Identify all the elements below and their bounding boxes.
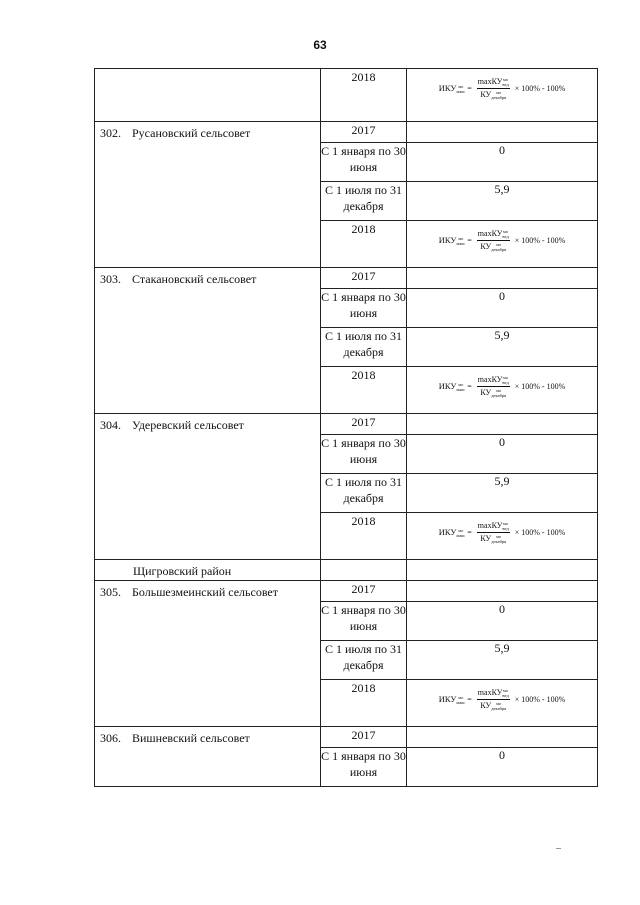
formula-fraction: maxКУ мо вед КУ мо декабря — [477, 688, 509, 712]
scan-mark — [556, 848, 561, 849]
settlement-cell — [95, 414, 321, 560]
value-cell: 0 — [407, 289, 598, 328]
period-cell: С 1 июля по 31 декабря — [321, 182, 407, 221]
formula-fraction: maxКУ мо вед КУ мо декабря — [477, 77, 509, 101]
year-cell: 2017 — [321, 268, 407, 289]
row-number: 303. — [100, 272, 121, 286]
row-number: 302. — [100, 126, 121, 140]
tariff-table — [94, 68, 598, 787]
settlement-name: Большезмеинский сельсовет — [132, 585, 278, 599]
value-cell — [407, 268, 598, 289]
value-cell: 5,9 — [407, 182, 598, 221]
table-row — [95, 581, 598, 602]
page-number: 63 — [313, 38, 327, 52]
value-cell: 0 — [407, 602, 598, 641]
value-cell: 5,9 — [407, 328, 598, 367]
period-cell: С 1 января по 30 июня — [321, 435, 407, 474]
formula-cell — [407, 513, 598, 560]
region-cell — [95, 560, 321, 581]
settlement-name: Удеревский сельсовет — [132, 418, 244, 432]
formula-lhs: ИКУ мо макс — [438, 235, 466, 247]
year-cell: 2017 — [321, 581, 407, 602]
formula-equals: = — [467, 528, 472, 538]
formula — [439, 229, 566, 252]
row-number: 304. — [100, 418, 121, 432]
year-cell: 2018 — [321, 221, 407, 268]
year-cell: 2017 — [321, 414, 407, 435]
region-name: Щигровский район — [133, 564, 232, 578]
row-number: 306. — [100, 731, 121, 745]
settlement-name: Русановский сельсовет — [132, 126, 251, 140]
value-cell — [407, 727, 598, 748]
value-cell: 0 — [407, 435, 598, 474]
period-cell: С 1 июля по 31 декабря — [321, 328, 407, 367]
year-cell: 2017 — [321, 727, 407, 748]
year-cell: 2018 — [321, 513, 407, 560]
year-cell: 2017 — [321, 122, 407, 143]
formula-tail: × 100% - 100% — [514, 695, 566, 705]
formula-fraction: maxКУ мо вед КУ мо декабря — [477, 375, 509, 399]
formula — [439, 688, 566, 711]
value-cell — [407, 122, 598, 143]
formula-fraction: maxКУ мо вед КУ мо декабря — [477, 521, 509, 545]
value-cell — [407, 414, 598, 435]
period-cell: С 1 июля по 31 декабря — [321, 641, 407, 680]
row-number: 305. — [100, 585, 121, 599]
period-cell: С 1 июля по 31 декабря — [321, 474, 407, 513]
settlement-cell — [95, 268, 321, 414]
formula-cell — [407, 680, 598, 727]
settlement-name: Стакановский сельсовет — [132, 272, 257, 286]
formula-cell — [407, 69, 598, 122]
formula-equals: = — [467, 695, 472, 705]
settlement-cell — [95, 581, 321, 727]
formula-lhs: ИКУ мо макс — [438, 694, 466, 706]
year-cell: 2018 — [321, 69, 407, 122]
table-row — [95, 268, 598, 289]
table-row — [95, 727, 598, 748]
settlement-name: Вишневский сельсовет — [132, 731, 250, 745]
formula-lhs: ИКУ мо макс — [438, 527, 466, 539]
year-cell: 2018 — [321, 367, 407, 414]
formula — [439, 375, 566, 398]
formula — [439, 77, 566, 100]
value-cell: 5,9 — [407, 641, 598, 680]
table-row — [95, 122, 598, 143]
value-cell — [407, 581, 598, 602]
table-row — [95, 414, 598, 435]
settlement-cell — [95, 727, 321, 787]
formula-tail: × 100% - 100% — [514, 528, 566, 538]
formula-lhs: ИКУ мо макс — [438, 83, 466, 95]
formula-equals: = — [467, 84, 472, 94]
value-cell: 0 — [407, 748, 598, 787]
value-cell: 5,9 — [407, 474, 598, 513]
formula-cell — [407, 367, 598, 414]
period-cell: С 1 января по 30 июня — [321, 289, 407, 328]
table-row — [95, 69, 598, 122]
formula-tail: × 100% - 100% — [514, 236, 566, 246]
period-cell: С 1 января по 30 июня — [321, 602, 407, 641]
formula-tail: × 100% - 100% — [514, 382, 566, 392]
formula-lhs: ИКУ мо макс — [438, 381, 466, 393]
settlement-cell — [95, 122, 321, 268]
year-cell: 2018 — [321, 680, 407, 727]
formula-cell — [407, 221, 598, 268]
empty-cell — [321, 560, 407, 581]
region-row — [95, 560, 598, 581]
empty-cell — [407, 560, 598, 581]
period-cell: С 1 января по 30 июня — [321, 748, 407, 787]
period-cell: С 1 января по 30 июня — [321, 143, 407, 182]
formula — [439, 521, 566, 544]
value-cell: 0 — [407, 143, 598, 182]
name-cell — [95, 69, 321, 122]
formula-equals: = — [467, 236, 472, 246]
formula-equals: = — [467, 382, 472, 392]
formula-tail: × 100% - 100% — [514, 84, 566, 94]
formula-fraction: maxКУ мо вед КУ мо декабря — [477, 229, 509, 253]
